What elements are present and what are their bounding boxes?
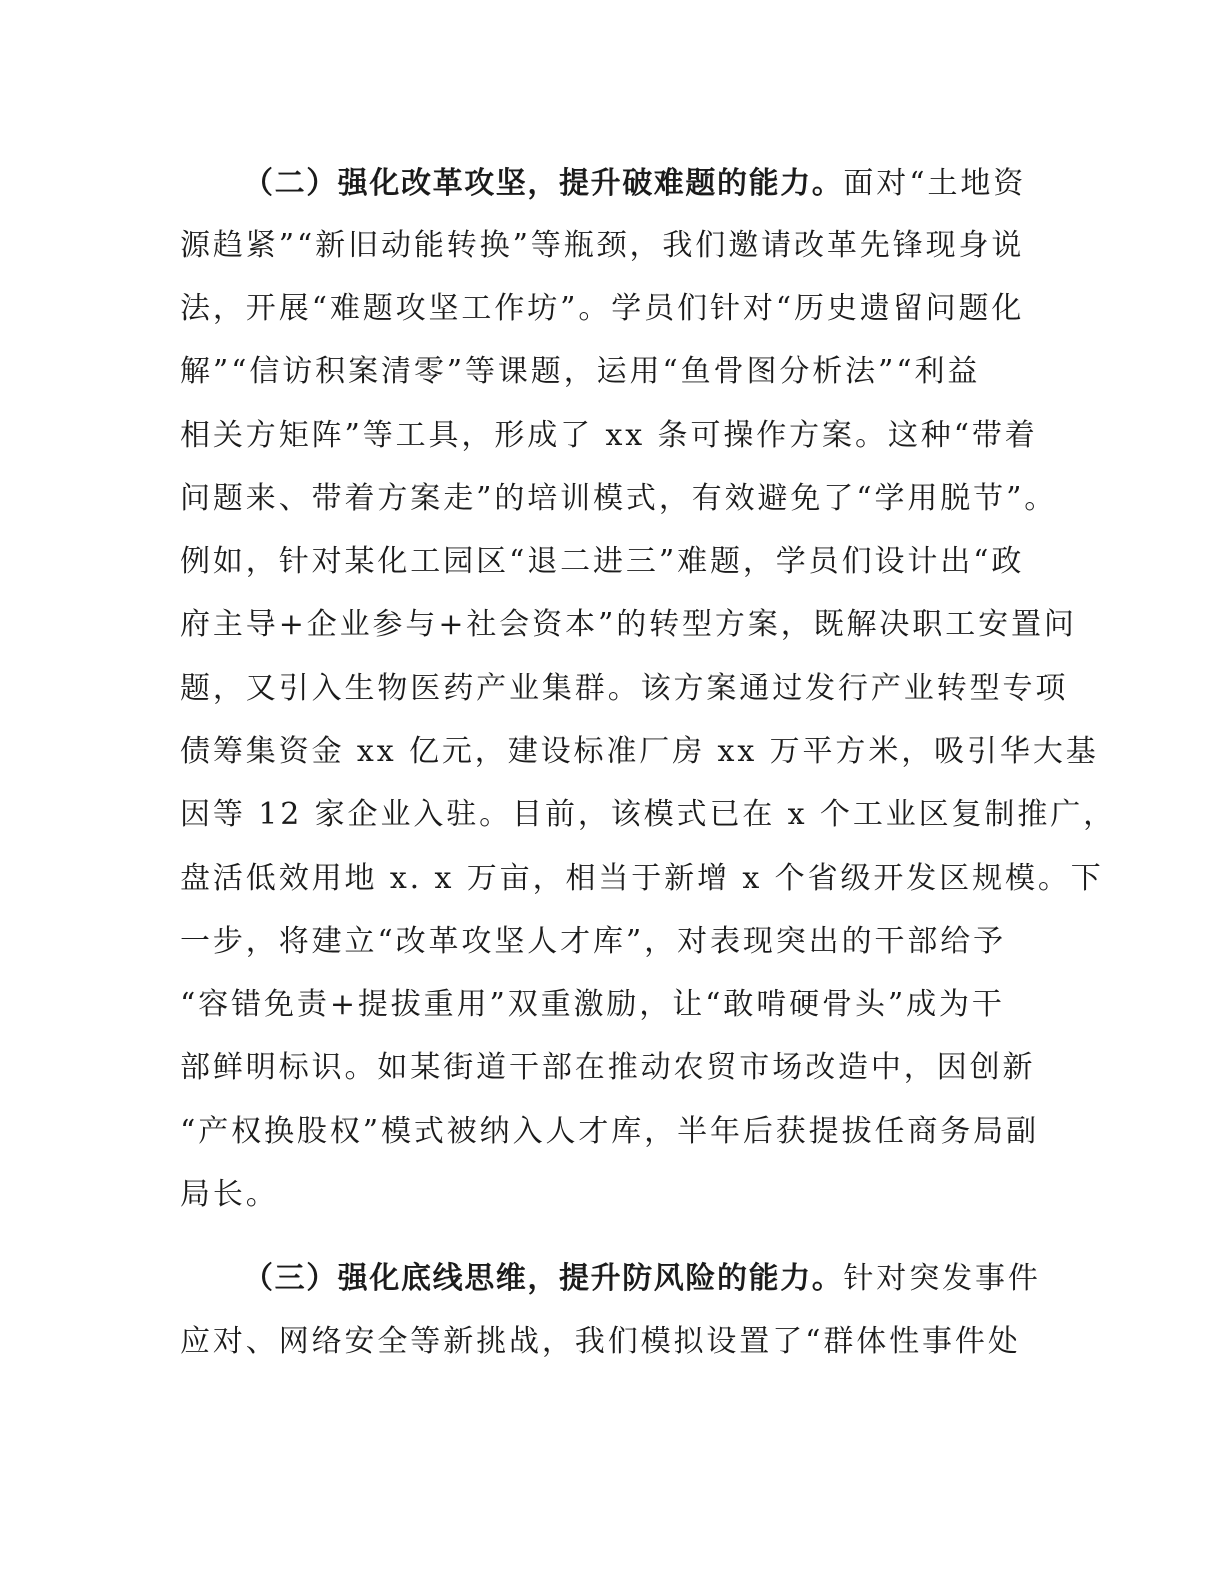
- section-2-line: 解”“信访积案清零”等课题，运用“鱼骨图分析法”“利益: [180, 354, 981, 389]
- section-2-line: 法，开展“难题攻坚工作坊”。学员们针对“历史遗留问题化: [180, 291, 1025, 326]
- section-2-line: 因等 12 家企业入驻。目前，该模式已在 x 个工业区复制推广，: [180, 797, 1117, 832]
- section-3-heading: （三）强化底线思维，提升防风险的能力。: [243, 1261, 844, 1296]
- section-3-first-line: [243, 1259, 1041, 1299]
- section-2-line: “产权换股权”模式被纳入人才库，半年后获提拔任商务局副: [180, 1114, 1039, 1149]
- section-2-line: 局长。: [180, 1177, 279, 1212]
- section-2-line: 相关方矩阵”等工具，形成了 xx 条可操作方案。这种“带着: [180, 418, 1038, 453]
- section-2-heading: （二）强化改革攻坚，提升破难题的能力。: [243, 166, 844, 201]
- section-2-line: 盘活低效用地 x. x 万亩，相当于新增 x 个省级开发区规模。下: [180, 861, 1104, 896]
- section-3-line: 应对、网络安全等新挑战，我们模拟设置了“群体性事件处: [180, 1324, 1021, 1359]
- section-2-text: 面对“土地资: [843, 166, 1027, 201]
- section-2-line: 题，又引入生物医药产业集群。该方案通过发行产业转型专项: [180, 671, 1069, 706]
- section-2-line: 府主导+企业参与+社会资本”的转型方案，既解决职工安置问: [180, 607, 1077, 642]
- section-2-line: 一步，将建立“改革攻坚人才库”，对表现突出的干部给予: [180, 924, 1007, 959]
- section-2-line: 债筹集资金 xx 亿元，建设标准厂房 xx 万平方米，吸引华大基: [180, 734, 1099, 769]
- section-2-line: 例如，针对某化工园区“退二进三”难题，学员们设计出“政: [180, 544, 1025, 579]
- section-2-line: 部鲜明标识。如某街道干部在推动农贸市场改造中，因创新: [180, 1050, 1036, 1085]
- section-3-text: 针对突发事件: [843, 1261, 1041, 1296]
- section-2-line: “容错免责+提拔重用”双重激励，让“敢啃硬骨头”成为干: [180, 987, 1005, 1022]
- section-2-line: 源趋紧”“新旧动能转换”等瓶颈，我们邀请改革先锋现身说: [180, 228, 1025, 263]
- section-2-first-line: [243, 164, 1026, 204]
- section-2-line: 问题来、带着方案走”的培训模式，有效避免了“学用脱节”。: [180, 481, 1058, 516]
